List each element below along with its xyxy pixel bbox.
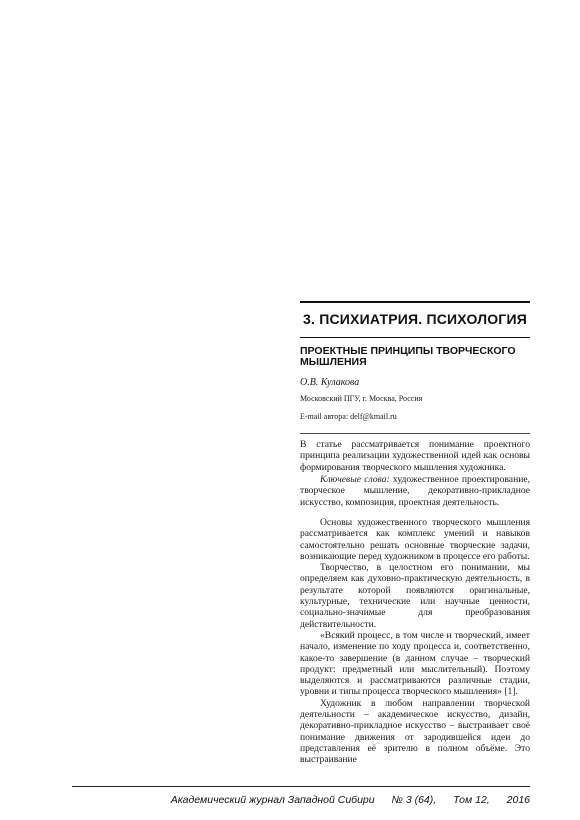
section-heading: 3. ПСИХИАТРИЯ. ПСИХОЛОГИЯ — [303, 311, 527, 327]
author-affiliation: Московский ПГУ, г. Москва, Россия — [300, 394, 423, 403]
abstract — [300, 439, 530, 473]
page-footer — [72, 794, 530, 806]
body-paragraph: Творчество, в целостном его понимании, мы определяем как духовно-практическую деятельность, в результате которой появляются оригинальные, культурные, технические или научные ценности, социально-значимые для преобразования действительности. — [300, 562, 530, 630]
article-body — [300, 517, 530, 766]
body-paragraph: Основы художественного творческого мышления рассматривается как комплекс умений и навыков самостоятельно решать основные творческие задачи, возникающие перед художником в процессе его работы. — [300, 517, 530, 562]
journal-name: Академический журнал Западной Сибири — [170, 794, 375, 806]
abstract-text: В статье рассматривается понимание проектного принципа реализации художественной идей как основы формирования творческого мышления художника. — [300, 439, 530, 473]
keywords-text: художественное проектирование, творческое мышление, декоративно-прикладное искусство, композиция, проектная деятельность. — [300, 474, 530, 508]
volume-number: Том 12, — [453, 794, 490, 806]
keywords-paragraph — [300, 474, 530, 508]
issue-number: № 3 (64), — [391, 794, 437, 806]
footer-rule — [72, 786, 530, 787]
article-title: ПРОЕКТНЫЕ ПРИНЦИПЫ ТВОРЧЕСКОГО МЫШЛЕНИЯ — [300, 345, 516, 368]
keywords — [300, 474, 530, 508]
section-bottom-rule — [300, 337, 530, 338]
section-top-rule — [300, 301, 530, 303]
body-paragraph: Художник в любом направлении творческой деятельности – академическое искусство, дизайн, декоративно-прикладное искусство – выстраивает своё понимание движения от зародившейся идеи до представления её зрителю в полном объёме. Это выстраивание — [300, 697, 530, 766]
abstract-separator — [300, 433, 530, 434]
keywords-label: Ключевые слова: — [320, 474, 390, 485]
publication-year: 2016 — [506, 794, 530, 806]
body-paragraph: «Всякий процесс, в том числе и творческий, имеет начало, изменение по ходу процесса и, соответственно, какое-то завершение (в данном случае – творческий продукт: предметный или мыслительный). Поэтому выделяются и рассматриваются различные стадии, уровни и типы процесса творческого мышления» [1]. — [300, 629, 530, 698]
author-email: E-mail автора: delf@kmail.ru — [300, 412, 397, 421]
article-author: О.В. Кулакова — [300, 377, 360, 388]
